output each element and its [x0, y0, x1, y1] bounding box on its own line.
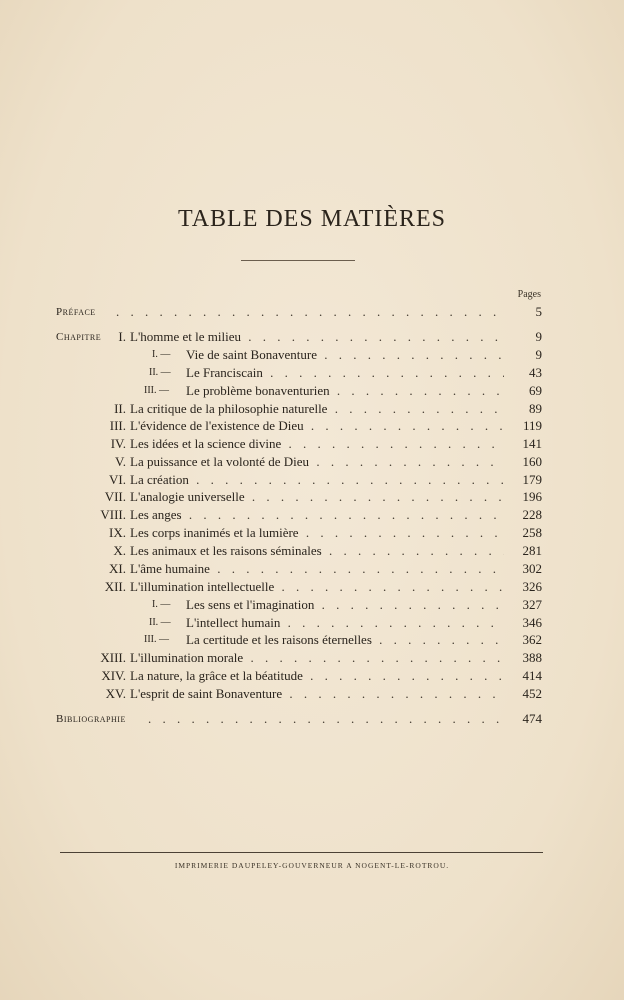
- toc-entry-title-text: Les idées et la science divine: [130, 436, 282, 451]
- chapter-numeral: IX.: [109, 525, 126, 540]
- chapter-numeral: XV.: [105, 686, 126, 701]
- toc-entry-title-text: L'âme humaine: [130, 561, 210, 576]
- toc-entry-page: 196: [522, 489, 542, 504]
- toc-entry-title: [130, 524, 504, 542]
- toc-entry-title: [130, 488, 504, 506]
- chapter-numeral: III.: [109, 418, 126, 433]
- section-numeral: III. —: [144, 634, 169, 645]
- toc-entry-title-text: L'illumination intellectuelle: [130, 579, 275, 594]
- toc-entry-lead: Préface: [56, 306, 96, 318]
- toc-entry: [0, 364, 624, 382]
- toc-entry: [0, 649, 624, 667]
- toc-entry-title-text: L'illumination morale: [130, 650, 244, 665]
- toc-entry-title-text: Les anges: [130, 507, 182, 522]
- section-numeral: III. —: [144, 385, 169, 396]
- toc-entry-page: 43: [529, 365, 542, 380]
- toc-entry: [0, 631, 624, 649]
- toc-entry-page: 5: [535, 304, 542, 319]
- toc-entry-title-text: Le problème bonaventurien: [186, 383, 330, 398]
- chapter-numeral: I.: [118, 329, 126, 344]
- toc-entry: [0, 596, 624, 614]
- toc-entry-page: 346: [522, 615, 542, 630]
- toc-entry: [0, 303, 624, 321]
- toc-entry: [0, 382, 624, 400]
- toc-entry-title: [130, 328, 504, 346]
- toc-entry-title: [116, 303, 504, 321]
- toc-entry-title: [130, 417, 504, 435]
- toc-entry: [0, 453, 624, 471]
- toc-entry-title-text: La nature, la grâce et la béatitude: [130, 668, 303, 683]
- chapter-numeral: XI.: [109, 561, 126, 576]
- toc-entry-title: [130, 435, 504, 453]
- toc-entry: [0, 578, 624, 596]
- toc-entry-title-text: Les animaux et les raisons séminales: [130, 543, 322, 558]
- toc-entry-title-text: La critique de la philosophie naturelle: [130, 401, 328, 416]
- toc-entry-page: 228: [522, 507, 542, 522]
- toc-entry: [0, 346, 624, 364]
- toc-entry-title: [186, 364, 504, 382]
- toc-entry: [0, 328, 624, 346]
- title-rule: [241, 260, 355, 261]
- toc-entry-lead: Bibliographie: [56, 713, 126, 725]
- toc-entry-title: [186, 382, 504, 400]
- toc-entry: [0, 710, 624, 728]
- toc-entry: [0, 542, 624, 560]
- toc-entry-title-text: L'intellect humain: [186, 615, 281, 630]
- chapter-numeral: XIV.: [101, 668, 126, 683]
- toc-entry: [0, 435, 624, 453]
- toc-entry-page: 302: [522, 561, 542, 576]
- toc-entry-page: 9: [535, 329, 542, 344]
- toc-entry-page: 179: [522, 472, 542, 487]
- toc-entry-title: [130, 667, 504, 685]
- toc-entry-title-text: Le Franciscain: [186, 365, 263, 380]
- toc-entry-page: 474: [522, 711, 542, 726]
- toc-entry-page: 281: [522, 543, 542, 558]
- page-title: TABLE DES MATIÈRES: [177, 206, 447, 232]
- toc-entry-title: [186, 631, 504, 649]
- toc-entry-title: [130, 560, 504, 578]
- chapter-numeral: XIII.: [100, 650, 126, 665]
- toc-entry-lead: Chapitre: [56, 331, 102, 343]
- section-numeral: I. —: [152, 349, 171, 360]
- toc-entry: [0, 667, 624, 685]
- toc-entry: [0, 400, 624, 418]
- toc-entry-title: [130, 542, 504, 560]
- chapter-numeral: II.: [114, 401, 126, 416]
- toc-entry: [0, 524, 624, 542]
- chapter-numeral: XII.: [104, 579, 126, 594]
- toc-entry-title-text: L'analogie universelle: [130, 489, 245, 504]
- toc-entry-page: 89: [529, 401, 542, 416]
- toc-entry-page: 452: [522, 686, 542, 701]
- toc-entry-title-text: La puissance et la volonté de Dieu: [130, 454, 310, 469]
- toc-entry: [0, 471, 624, 489]
- toc-entry-title: [130, 578, 504, 596]
- toc-entry-page: 326: [522, 579, 542, 594]
- toc-entry-page: 141: [522, 436, 542, 451]
- chapter-numeral: X.: [113, 543, 126, 558]
- chapter-numeral: VI.: [109, 472, 126, 487]
- toc-entry-page: 388: [522, 650, 542, 665]
- toc-entry-title-text: Les corps inanimés et la lumière: [130, 525, 299, 540]
- toc-entry-title: [130, 506, 504, 524]
- toc-entry-title: [130, 471, 504, 489]
- toc-entry-title: [186, 614, 504, 632]
- toc-entry-title: [186, 346, 504, 364]
- toc-entry-title-text: L'évidence de l'existence de Dieu: [130, 418, 304, 433]
- toc-entry-title: [130, 400, 504, 418]
- printer-imprint: IMPRIMERIE DAUPELEY-GOUVERNEUR A NOGENT-LE-ROTROU.: [174, 861, 450, 870]
- toc-entry-title-text: L'homme et le milieu: [130, 329, 242, 344]
- section-numeral: I. —: [152, 599, 171, 610]
- toc-entry: [0, 685, 624, 703]
- toc-entry-page: 258: [522, 525, 542, 540]
- toc-entry-page: 119: [522, 418, 542, 433]
- toc-entry-page: 327: [522, 597, 542, 612]
- toc-entry-title: [130, 685, 504, 703]
- toc-entry-title: [148, 710, 504, 728]
- toc-entry-page: 9: [535, 347, 542, 362]
- chapter-numeral: IV.: [110, 436, 126, 451]
- chapter-numeral: VII.: [104, 489, 126, 504]
- toc-entry: [0, 614, 624, 632]
- section-numeral: II. —: [149, 367, 171, 378]
- chapter-numeral: V.: [115, 454, 126, 469]
- pages-column-label: Pages: [517, 289, 541, 300]
- section-numeral: II. —: [149, 617, 171, 628]
- toc-entry-title-text: Les sens et l'imagination: [186, 597, 315, 612]
- toc-entry-page: 69: [529, 383, 542, 398]
- footer-rule: [60, 852, 543, 853]
- toc-entry: [0, 506, 624, 524]
- toc-entry-title-text: La création: [130, 472, 189, 487]
- toc-entry-title-text: Vie de saint Bonaventure: [186, 347, 317, 362]
- toc-entry-title-text: La certitude et les raisons éternelles: [186, 632, 372, 647]
- toc-entry-title: [130, 453, 504, 471]
- toc-entry-title: [130, 649, 504, 667]
- toc-entry-page: 160: [522, 454, 542, 469]
- chapter-numeral: VIII.: [100, 507, 126, 522]
- toc-entry: [0, 488, 624, 506]
- toc-entry-page: 362: [522, 632, 542, 647]
- toc-entry-page: 414: [522, 668, 542, 683]
- toc-entry-title: [186, 596, 504, 614]
- toc-entry: [0, 560, 624, 578]
- toc-entry: [0, 417, 624, 435]
- toc-entry-title-text: L'esprit de saint Bonaventure: [130, 686, 283, 701]
